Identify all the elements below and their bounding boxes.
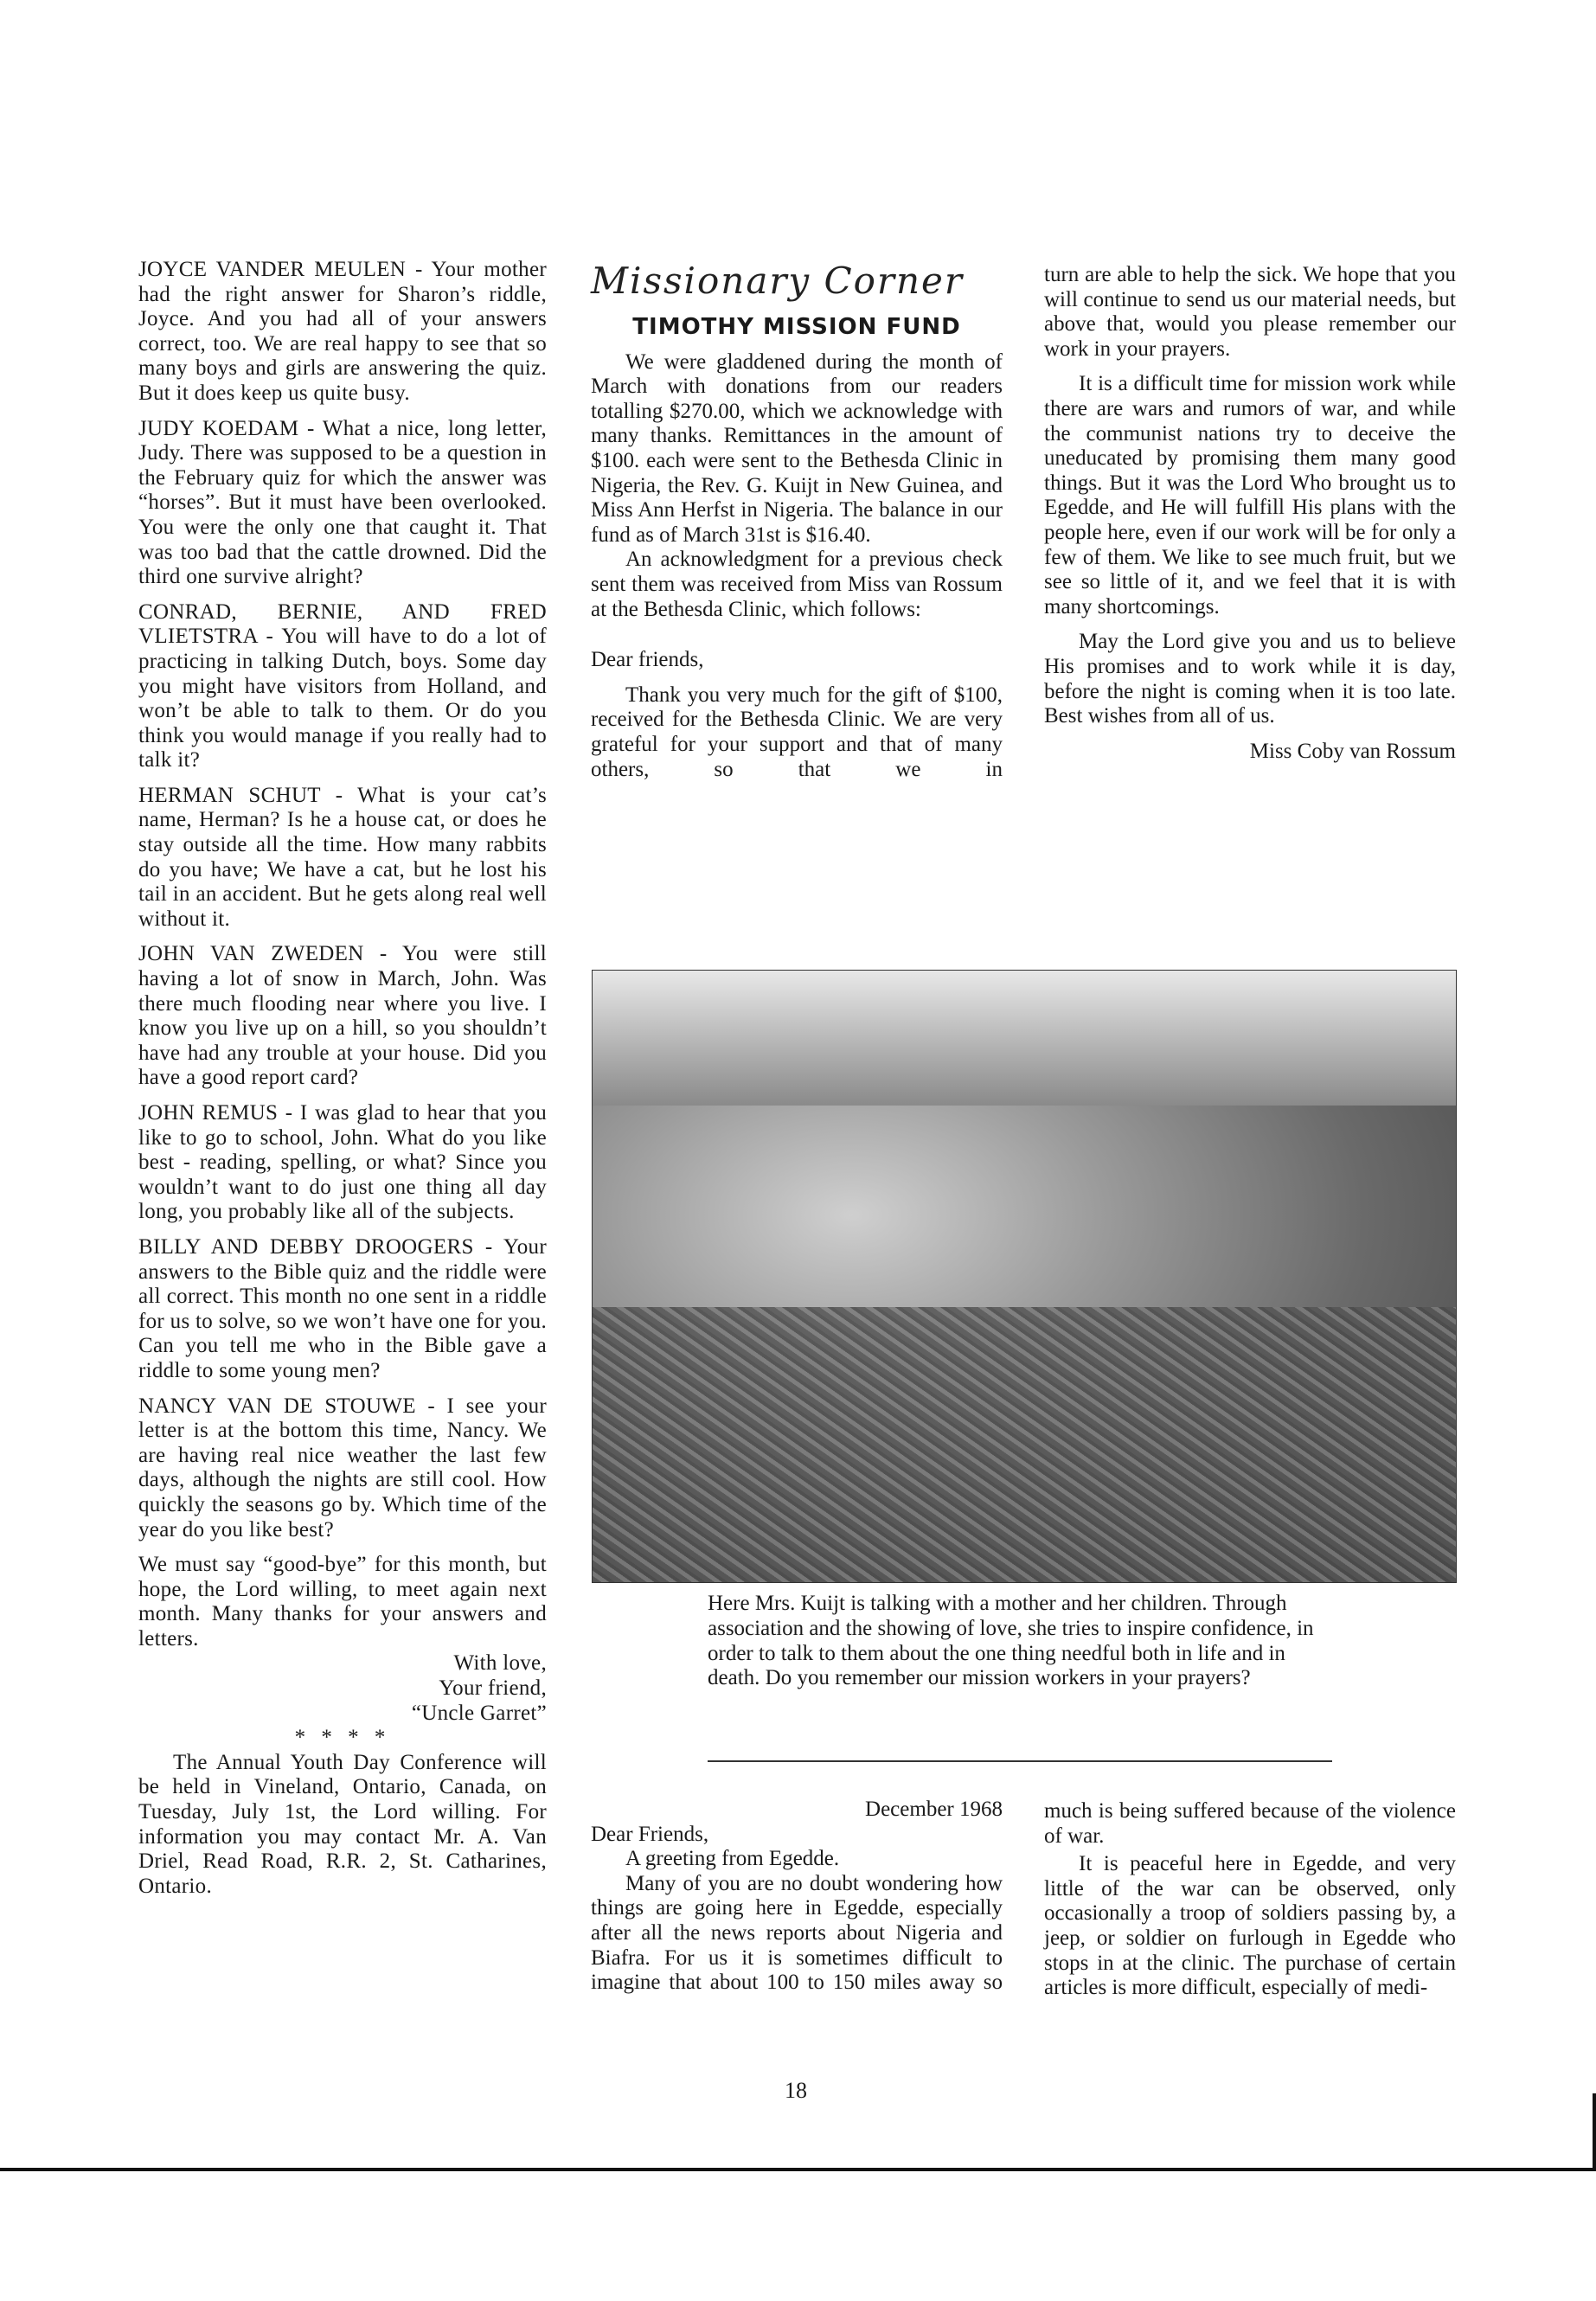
scan-edge-mark (1593, 2093, 1596, 2171)
missionary-corner-column (591, 260, 1003, 792)
article-paragraph: An acknowledgment for a previous check sent them was received from Miss van Rossum at the Bethesda Clinic, which follows: (591, 548, 1003, 621)
page-edge-line (0, 2168, 1596, 2171)
letter-paragraph: turn are able to help the sick. We hope that you will continue to send us our material needs, but above that, would you please remember our work in your prayers. (1044, 263, 1456, 361)
letter-paragraph: much is being suffered because of the violence of war. (1044, 1799, 1456, 1848)
letter-reply: HERMAN SCHUT - What is your cat’s name, Herman? Is he a house cat, or does he stay outside all the time. How many rabbits do you have; We have a cat, but he lost his tail in an accident. But he gets along real well without it. (138, 783, 547, 931)
letter-salutation: Dear friends, (591, 648, 704, 672)
letter-reply: JUDY KOEDAM - What a nice, long letter, Judy. There was supposed to be a question in the February quiz for which the answer was “horses”. But it must have been overlooked. You were the only one that caught it. That was too bad that the cattle drowned. Did the third one survive alright? (138, 416, 547, 589)
mission-photo (592, 970, 1457, 1583)
letter-reply: NANCY VAN DE STOUWE - I see your letter is at the bottom this time, Nancy. We are having real nice weather the last few days, although the nights are still cool. How quickly the seasons go by. Which time of the year do you like best? (138, 1394, 547, 1541)
closing-line: With love, (453, 1651, 547, 1676)
divider (708, 1760, 1332, 1762)
letter-reply: JOYCE VANDER MEULEN - Your mother had the right answer for Sharon’s riddle, Joyce. And you had all of your answers correct, too. We are real happy to see that so many boys and girls are answering the quiz. But it does keep us quite busy. (138, 258, 547, 405)
letter-paragraph: It is peaceful here in Egedde, and very little of the war can be observed, only occasionally a troop of soldiers passing by, a jeep, or soldier on furlough in Egedde who stops in at the clinic. The purchase of certain articles is more difficult, especially of medi- (1044, 1852, 1456, 2000)
closing-signature: “Uncle Garret” (411, 1701, 547, 1725)
letter-reply: BILLY AND DEBBY DROOGERS - Your answers to the Bible quiz and the riddle were all correct. This month no one sent in a riddle for us to solve, so we won’t have one for you. Can you tell me who in the Bible gave a riddle to some young men? (138, 1234, 547, 1382)
closing-line: Your friend, (439, 1676, 547, 1701)
letter-paragraph: It is a difficult time for mission work while there are wars and rumors of war, and while the communist nations try to deceive the uneducated by promising them many good things. But it was the Lord Who brought us to Egedde, and He will fulfill His plans with the people here, even if our work will be for only a few of them. We like to see much fruit, but we see so little of it, and we feel that it is with many shortcomings. (1044, 372, 1456, 619)
second-letter-column-1 (591, 1798, 1003, 1996)
second-letter-column-2 (1044, 1799, 1456, 2011)
children-letters-column (138, 258, 547, 1909)
letter-paragraph: May the Lord give you and us to believe His promises and to work while it is day, before the night is coming when it is too late. Best wishes from all of us. (1044, 630, 1456, 728)
article-heading: TIMOTHY MISSION FUND (632, 314, 961, 340)
letter-signature: Miss Coby van Rossum (1249, 739, 1456, 763)
photo-caption: Here Mrs. Kuijt is talking with a mother and her children. Through association and the showing of love, she tries to inspire confidence, in order to talk to them about the one thing needful both in life and in death. Do you remember our mission workers in your prayers? (708, 1592, 1314, 1690)
photo-background (593, 971, 1456, 1106)
letter-reply: JOHN REMUS - I was glad to hear that you like to go to school, John. What do you like best - reading, spelling, or what? Since you wouldn’t want to do just one thing all day long, you probably like all of the subjects. (138, 1101, 547, 1224)
letter-date: December 1968 (865, 1798, 1003, 1821)
letter-paragraph: A greeting from Egedde. (625, 1847, 840, 1871)
section-title: Missionary Corner (591, 260, 964, 302)
missionary-letter-continued (1044, 263, 1456, 764)
letter-reply: JOHN VAN ZWEDEN - You were still having a lot of snow in March, John. Was there much flooding near where you live. I know you live up on a hill, so you shouldn’t have had any trouble at your house. Did you have a good report card? (138, 942, 547, 1090)
announcement: The Annual Youth Day Conference will be held in Vineland, Ontario, Canada, on Tuesday, July 1st, the Lord willing. For information you may contact Mr. A. Van Driel, Read Road, R.R. 2, St. Catharines, Ontario. (138, 1750, 547, 1898)
photo-ground (593, 1307, 1456, 1582)
separator: * * * * (294, 1726, 391, 1750)
letter-paragraph: Many of you are no doubt wondering how things are going here in Egedde, especially after all the news reports about Nigeria and Biafra. For us it is sometimes difficult to imagine that about 100 to 150 miles away so (591, 1871, 1003, 1995)
farewell-paragraph: We must say “good-bye” for this month, but hope, the Lord willing, to meet again next month. Many thanks for your answers and letters. (138, 1553, 547, 1650)
letter-salutation: Dear Friends, (591, 1822, 709, 1846)
letter-reply: CONRAD, BERNIE, AND FRED VLIETSTRA - You will have to do a lot of practicing in talking Dutch, boys. Some day you might have visitors from Holland, and won’t be able to talk to them. Or do you think you would manage if you really had to talk it? (138, 599, 547, 772)
article-paragraph: We were gladdened during the month of March with donations from our readers totalling $270.00, which we acknowledge with many thanks. Remittances in the amount of $100. each were sent to the Bethesda Clinic in Nigeria, the Rev. G. Kuijt in New Guinea, and Miss Ann Herfst in Nigeria. The balance in our fund as of March 31st is $16.40. (591, 349, 1003, 547)
page-number: 18 (785, 2078, 807, 2103)
letter-paragraph: Thank you very much for the gift of $100, received for the Bethesda Clinic. We are very grateful for your support and that of many others, so that we in (591, 683, 1003, 781)
